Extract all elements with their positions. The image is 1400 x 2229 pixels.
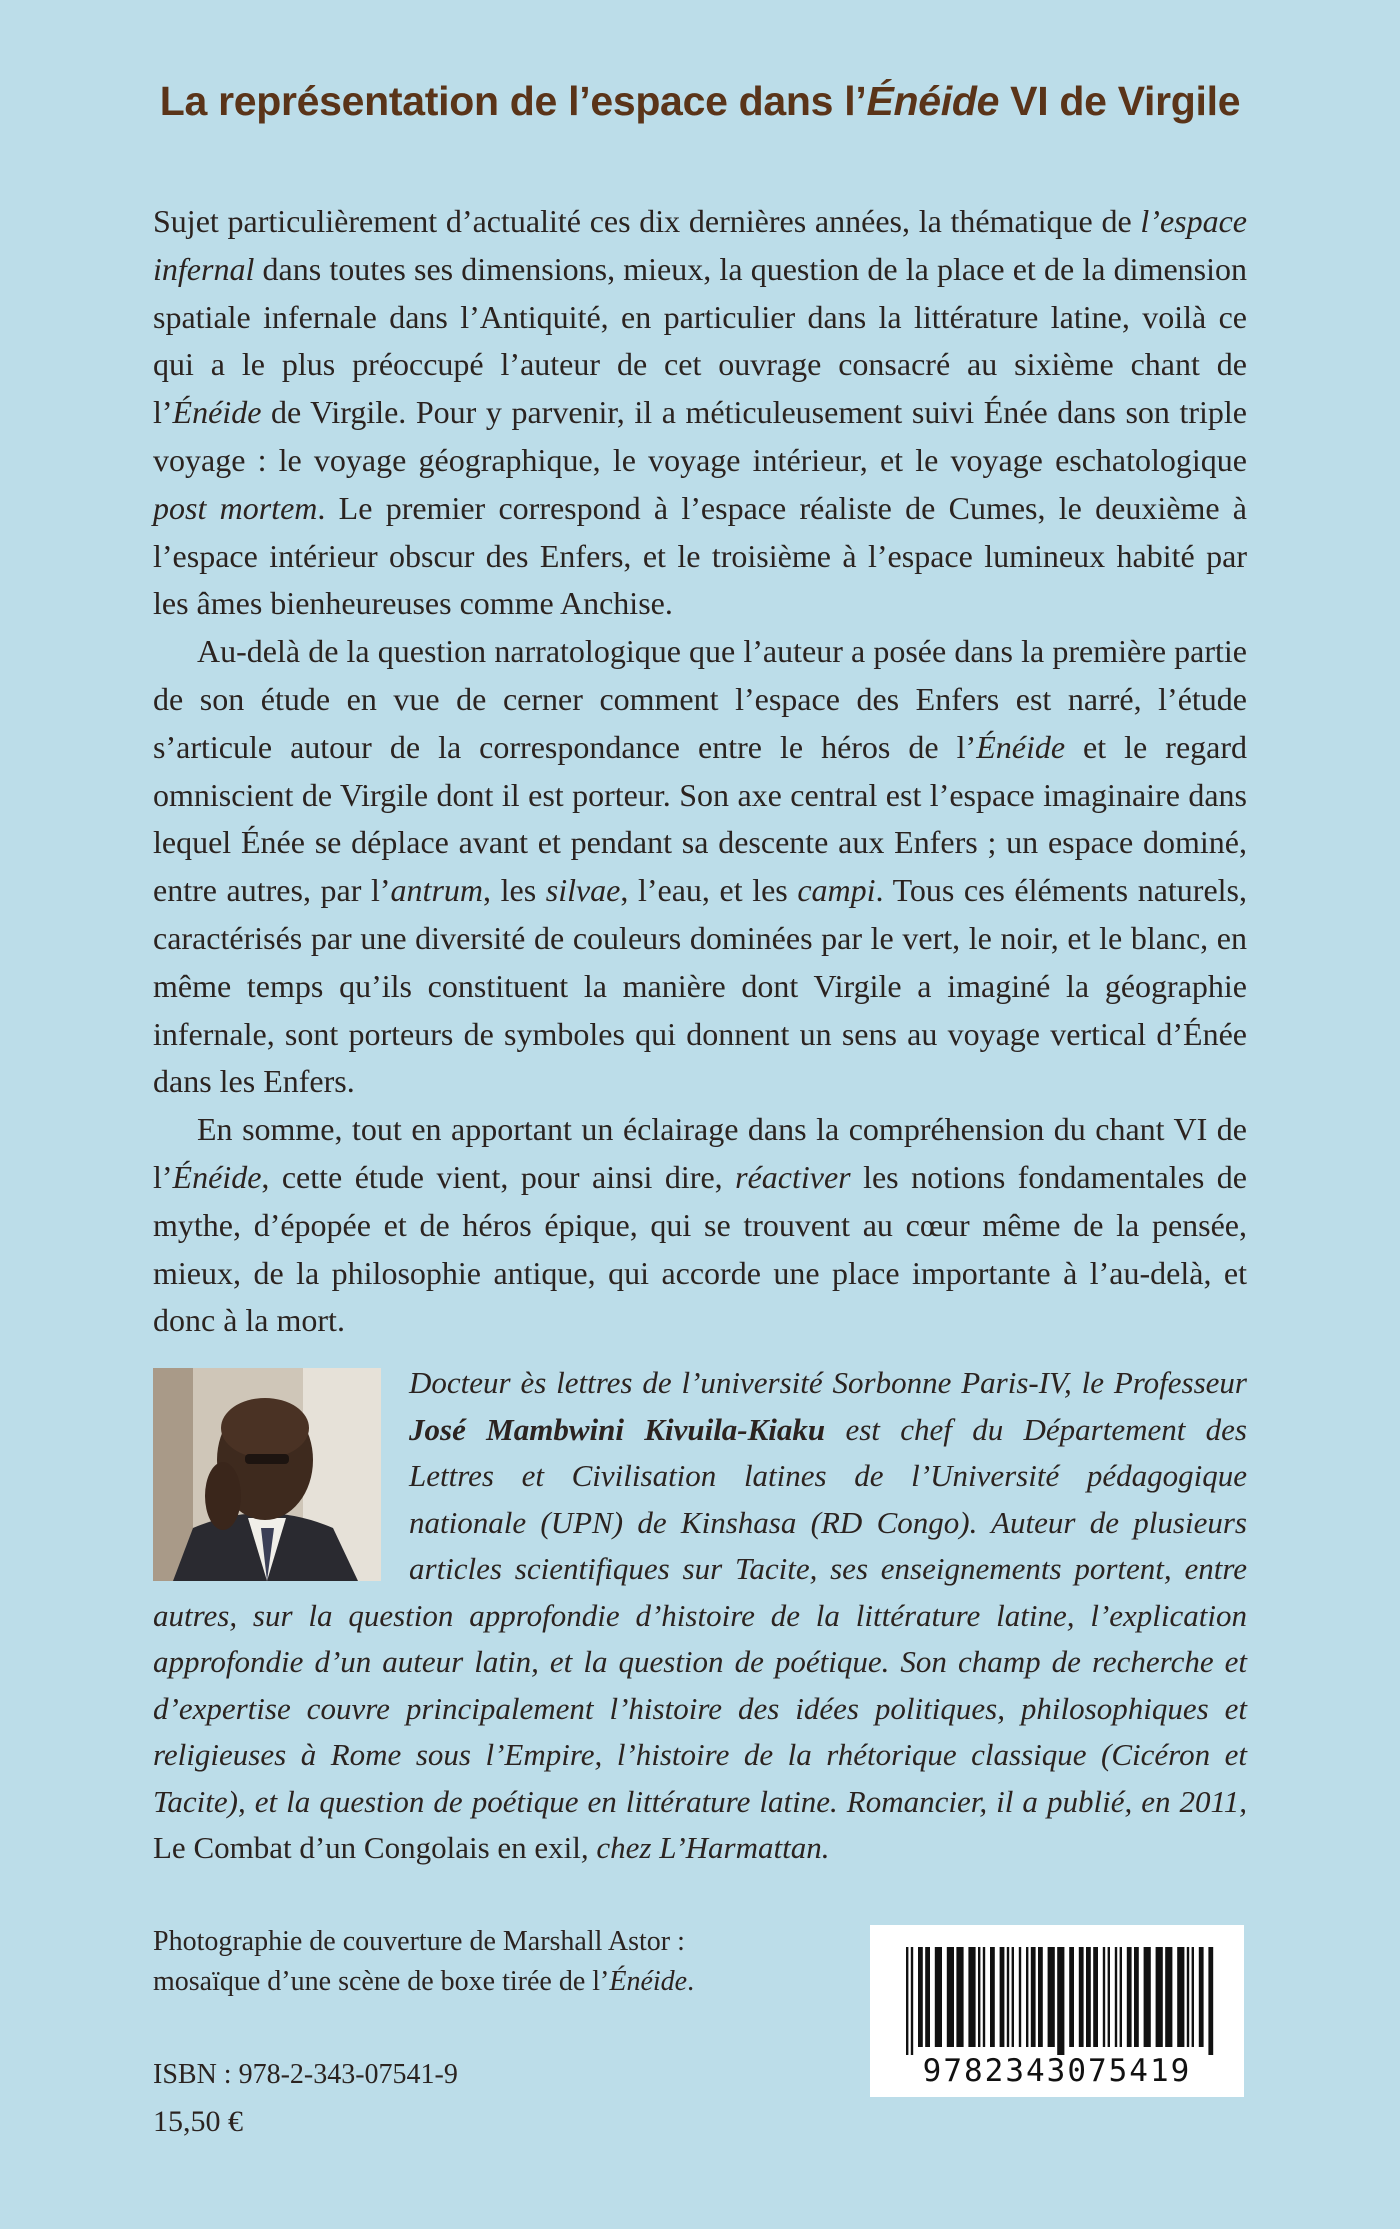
- text-run-italic: Énéide: [976, 728, 1066, 765]
- summary-paragraph-3: [153, 1106, 1247, 1345]
- book-reference: Le Combat d’un Congolais en exil: [153, 1830, 581, 1865]
- title-italic: Énéide: [866, 78, 1000, 124]
- summary-paragraph-2: [153, 628, 1247, 1106]
- price: 15,50 €: [153, 2105, 243, 2138]
- text-run: , l’eau, et les: [620, 872, 798, 909]
- text-run: Sujet particulièrement d’actualité ces dix dernières années, la thématique de: [153, 203, 1141, 239]
- text-run-italic: Énéide: [172, 1158, 262, 1195]
- title-part-1: La représentation de l’espace dans l’: [159, 78, 867, 124]
- text-run: , les: [483, 872, 546, 909]
- text-run: dans toutes ses dimensions, mieux, la question de la place et de la dimension spatiale infernale dans l’Antiquité, en particulier dans la littérature latine, voilà ce qui a le plus préoccupé l’auteur de cet ouvrage consacré au sixième chant de l’: [153, 250, 1247, 431]
- text-run: . Tous ces éléments naturels, caractérisés par une diversité de couleurs dominées par le vert, le noir, et le blanc, en même temps qu’ils constituent la manière dont Virgile a imaginé la géographie infernale, sont porteurs de symboles qui donnent un sens au voyage vertical d’Énée dans les Enfers.: [153, 872, 1247, 1100]
- text-run-italic: l’espace infernal: [153, 203, 1247, 287]
- text-run-italic: Énéide: [172, 394, 262, 431]
- credit-italic: Énéide: [609, 1966, 688, 1997]
- text-run: , cette étude vient, pour ainsi dire,: [261, 1158, 736, 1195]
- text-run: . Le premier correspond à l’espace réaliste de Cumes, le deuxième à l’espace intérieur obscur des Enfers, et le troisième à l’espace lumineux habité par les âmes bienheureuses comme Anchise.: [153, 489, 1248, 622]
- publisher-reference: , chez L’Harmattan.: [580, 1830, 830, 1865]
- text-run-italic: antrum: [390, 872, 483, 909]
- book-title: [0, 78, 1400, 125]
- cover-credit: [153, 1922, 773, 2002]
- barcode: [870, 1925, 1244, 2097]
- text-run: et le regard omniscient de Virgile dont il est porteur. Son axe central est l’espace imaginaire dans lequel Énée se déplace avant et pendant sa descente aux Enfers ; un espace dominé, entre autres, par l’: [153, 728, 1248, 909]
- text-run-italic: réactiver: [735, 1158, 851, 1195]
- isbn: ISBN : 978-2-343-07541-9: [153, 2059, 458, 2090]
- text-run-italic: campi: [797, 872, 876, 909]
- credit-line-1: Photographie de couverture de Marshall Astor :: [153, 1926, 685, 1957]
- text-run: les notions fondamentales de mythe, d’épopée et de héros épique, qui se trouvent au cœur même de la pensée, mieux, de la philosophie antique, qui accorde une place importante à l’au-delà, et donc à la mort.: [153, 1158, 1248, 1339]
- author-photo: [153, 1368, 381, 1581]
- title-part-2: VI de Virgile: [999, 78, 1241, 124]
- bio-rest: est chef du Département des Lettres et Civilisation latines de l’Université pédagogique nationale (UPN) de Kinshasa (RD Congo). Auteur de plusieurs articles scientifiques sur Tacite, ses enseignements portent, entre autres, sur la question approfondie d’histoire de la littérature latine, l’explication approfondie d’un auteur latin, et la question de poétique. Son champ de recherche et d’expertise couvre principalement l’histoire des idées politiques, philosophiques et religieuses à Rome sous l’Empire, l’histoire de la rhétorique classique (Cicéron et Tacite), et la question de poétique en littérature latine. Romancier, il a publié, en 2011,: [153, 1411, 1247, 1819]
- author-bio: [153, 1360, 1247, 1872]
- author-portrait-icon: [153, 1368, 381, 1581]
- text-run: Au-delà de la question narratologique que l’auteur a posée dans la première partie de son étude en vue de cerner comment l’espace des Enfers est narré, l’étude s’articule autour de la correspondance entre le héros de l’: [153, 633, 1247, 765]
- summary-text: [153, 198, 1247, 1345]
- credit-text: mosaïque d’une scène de boxe tirée de l’: [153, 1966, 610, 1997]
- summary-paragraph-1: [153, 198, 1247, 628]
- text-run: de Virgile. Pour y parvenir, il a méticuleusement suivi Énée dans son triple voyage : le voyage géographique, le voyage intérieur, et le voyage eschatologique: [153, 394, 1247, 478]
- barcode-digits: 9782343075419: [922, 2053, 1192, 2089]
- credit-text: .: [687, 1966, 695, 1997]
- text-run-italic: silvae: [545, 872, 621, 909]
- author-name: José Mambwini Kivuila-Kiaku: [409, 1411, 826, 1447]
- barcode-bars-icon: [870, 1925, 1244, 2055]
- credit-line-2: [153, 1962, 773, 2002]
- text-run-italic: post mortem: [153, 489, 318, 526]
- bio-lead: Docteur ès lettres de l’université Sorbonne Paris-IV, le Professeur: [409, 1365, 1247, 1400]
- text-run: En somme, tout en apportant un éclairage dans la compréhension du chant VI de l’: [153, 1111, 1247, 1195]
